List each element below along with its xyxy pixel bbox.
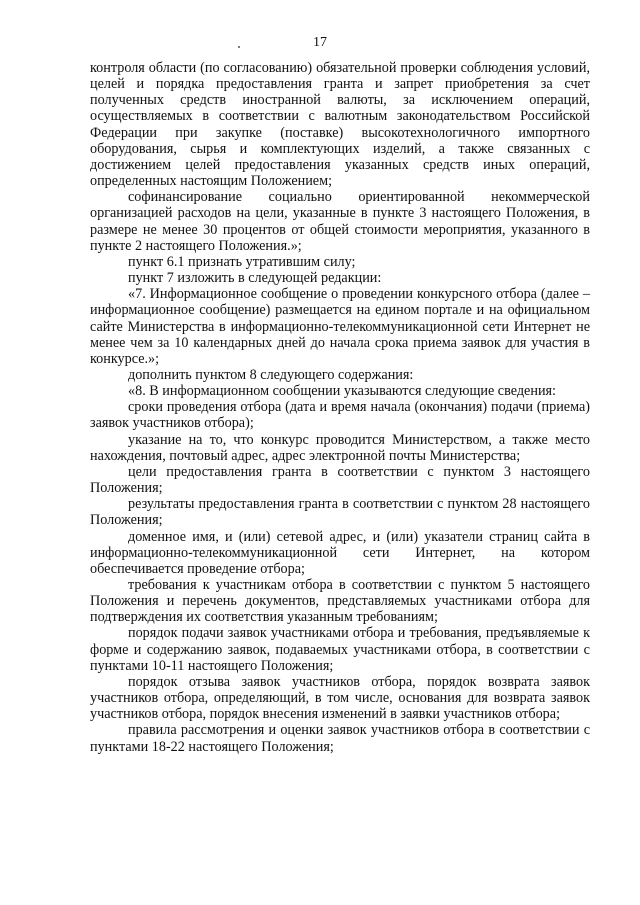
list-item-application-procedure: порядок подачи заявок участниками отбора и требования, предъявляемые к форме и содержанию заявок, подаваемых участниками отбора, в соответствии с пунктами 10-11 настоящего Положения;	[90, 625, 590, 674]
paragraph-point-8-intro: дополнить пунктом 8 следующего содержания:	[128, 366, 414, 383]
list-item-deadlines: сроки проведения отбора (дата и время начала (окончания) подачи (приема) заявок участников отбора);	[90, 399, 590, 432]
list-item-organizer: указание на то, что конкурс проводится Министерством, а также место нахождения, почтовый адрес, адрес электронной почты Министерства;	[90, 431, 590, 464]
document-body	[90, 60, 590, 755]
paragraph-point-8: «8. В информационном сообщении указываются следующие сведения:	[128, 383, 556, 400]
paragraph-point-7-intro: пункт 7 изложить в следующей редакции:	[128, 270, 382, 287]
list-item-requirements: требования к участникам отбора в соответствии с пунктом 5 настоящего Положения и перечень документов, представляемых участниками отбора для подтверждения их соответствия указанным требованиям;	[90, 577, 590, 626]
list-item-withdrawal: порядок отзыва заявок участников отбора, порядок возврата заявок участников отбора, определяющий, в том числе, основания для возврата заявок участников отбора, порядок внесения изменений в заявки участников отбора;	[90, 673, 590, 723]
scan-speck	[238, 46, 240, 48]
page-number: 17	[313, 35, 327, 50]
list-item-domain: доменное имя, и (или) сетевой адрес, и (или) указатели страниц сайта в информационно-телекоммуникационной сети Интернет, на котором обеспечивается проведение отбора;	[90, 528, 590, 577]
list-item-review-rules: правила рассмотрения и оценки заявок участников отбора в соответствии с пунктами 18-22 настоящего Положения;	[90, 722, 590, 755]
list-item-goals: цели предоставления гранта в соответствии с пунктом 3 настоящего Положения;	[90, 463, 590, 497]
list-item-results: результаты предоставления гранта в соответствии с пунктом 28 настоящего Положения;	[90, 496, 590, 529]
paragraph-point-7: «7. Информационное сообщение о проведении конкурсного отбора (далее – информационное сообщение) размещается на едином портале и на официальном сайте Министерства в информационно-телекоммуникационной сети Интернет не менее чем за 10 календарных дней до начала срока приема заявок для участия в конкурсе.»;	[90, 286, 590, 367]
paragraph-continuation: контроля области (по согласованию) обязательной проверки соблюдения условий, целей и порядка предоставления гранта и запрет приобретения за счет полученных средств иностранной валюты, за исключением операций, осуществляемых в соответствии с валютным законодательством Российской Федерации при закупке (поставке) высокотехнологичного импортного оборудования, сырья и комплектующих изделий, а также связанных с достижением целей предоставления указанных средств иных операций, определенных настоящим Положением;	[90, 60, 590, 190]
paragraph-point-6-1: пункт 6.1 признать утратившим силу;	[128, 253, 356, 270]
paragraph-cofinancing: софинансирование социально ориентированной некоммерческой организацией расходов на цели, указанные в пункте 3 настоящего Положения, в размере не менее 30 процентов от общей стоимости мероприятия, указанного в пункте 2 настоящего Положения.»;	[90, 189, 590, 254]
